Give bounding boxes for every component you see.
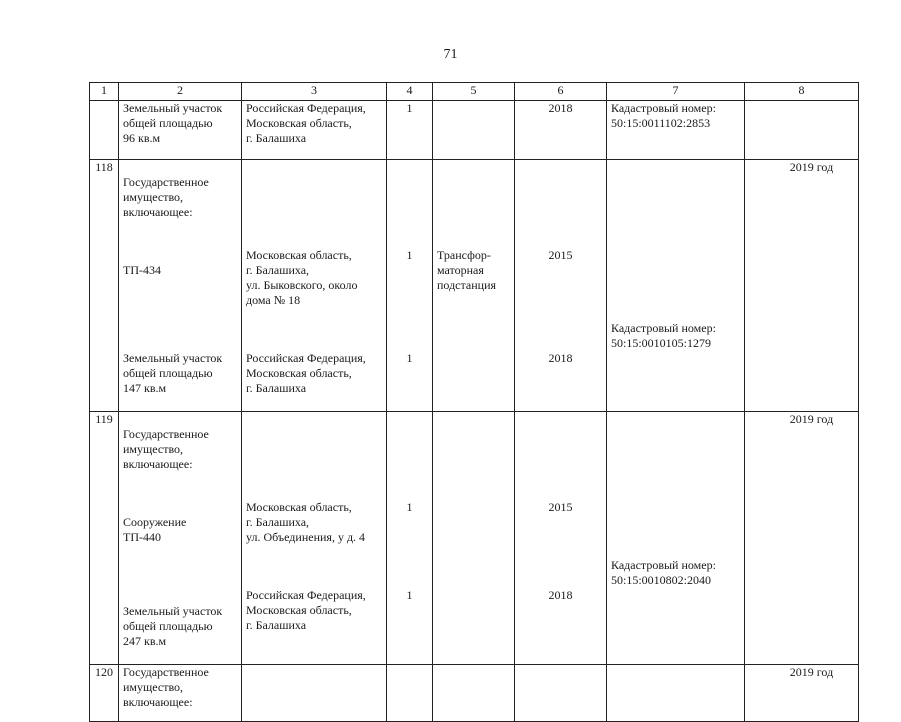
object-year-item: 2015 xyxy=(548,500,573,514)
object-year xyxy=(515,160,607,412)
object-year xyxy=(515,665,607,722)
group-heading: Государственное имущество, включающее: xyxy=(119,665,242,722)
object-name-item: Земельный участок общей площадью 147 кв.м xyxy=(123,351,223,395)
page-number: 71 xyxy=(443,47,458,62)
table-row xyxy=(90,665,859,722)
object-quantity xyxy=(387,160,433,412)
object-purpose xyxy=(433,412,515,665)
table-row xyxy=(90,412,859,665)
object-purpose-item: Трансфор- маторная подстанция xyxy=(437,248,497,292)
object-purpose xyxy=(433,160,515,412)
row-number: 120 xyxy=(90,665,119,722)
column-header: 3 xyxy=(242,83,387,101)
table-row xyxy=(90,101,859,160)
object-address-item: Московская область, г. Балашиха, ул. Быковского, около дома № 18 xyxy=(246,248,358,307)
object-quantity-item: 1 xyxy=(406,588,413,602)
object-status: 2019 год xyxy=(745,160,859,412)
object-quantity xyxy=(387,412,433,665)
object-name-item: Сооружение ТП-440 xyxy=(123,515,187,544)
object-address: Российская Федерация, Московская область, г. Балашиха xyxy=(242,101,387,160)
object-name xyxy=(119,160,242,412)
object-address xyxy=(242,412,387,665)
table-header-row xyxy=(90,83,859,101)
object-purpose xyxy=(433,101,515,160)
object-status xyxy=(745,101,859,160)
object-cadastral-item: Кадастровый номер: 50:15:0010105:1279 xyxy=(611,321,716,350)
object-quantity-item: 1 xyxy=(406,351,413,365)
property-registry-table xyxy=(89,82,859,722)
column-header: 8 xyxy=(745,83,859,101)
object-name-item: ТП-434 xyxy=(123,263,161,277)
row-number: 118 xyxy=(90,160,119,412)
object-year-item: 2018 xyxy=(548,588,573,602)
object-year: 2018 xyxy=(515,101,607,160)
object-name: Земельный участок общей площадью 96 кв.м xyxy=(119,101,242,160)
table-row xyxy=(90,160,859,412)
object-year-item: 2018 xyxy=(548,351,573,365)
column-header: 5 xyxy=(433,83,515,101)
object-quantity xyxy=(387,665,433,722)
object-status: 2019 год xyxy=(745,665,859,722)
object-name-item: Земельный участок общей площадью 247 кв.м xyxy=(123,604,223,648)
row-number xyxy=(90,101,119,160)
object-year-item: 2015 xyxy=(548,248,573,262)
object-quantity: 1 xyxy=(387,101,433,160)
group-heading: Государственное имущество, включающее: xyxy=(123,175,209,219)
object-cadastral xyxy=(607,412,745,665)
object-quantity-item: 1 xyxy=(406,248,413,262)
column-header: 6 xyxy=(515,83,607,101)
group-heading: Государственное имущество, включающее: xyxy=(123,427,209,471)
column-header: 2 xyxy=(119,83,242,101)
object-address xyxy=(242,665,387,722)
column-header: 7 xyxy=(607,83,745,101)
object-name xyxy=(119,412,242,665)
object-cadastral xyxy=(607,665,745,722)
object-address-item: Российская Федерация, Московская область, г. Балашиха xyxy=(246,588,366,632)
column-header: 4 xyxy=(387,83,433,101)
object-address xyxy=(242,160,387,412)
object-address-item: Российская Федерация, Московская область, г. Балашиха xyxy=(246,351,366,395)
object-address-item: Московская область, г. Балашиха, ул. Объединения, у д. 4 xyxy=(246,500,366,544)
object-cadastral: Кадастровый номер: 50:15:0011102:2853 xyxy=(607,101,745,160)
object-cadastral-item: Кадастровый номер: 50:15:0010802:2040 xyxy=(611,558,716,587)
object-status: 2019 год xyxy=(745,412,859,665)
object-purpose xyxy=(433,665,515,722)
object-year xyxy=(515,412,607,665)
row-number: 119 xyxy=(90,412,119,665)
object-cadastral xyxy=(607,160,745,412)
column-header: 1 xyxy=(90,83,119,101)
object-quantity-item: 1 xyxy=(406,500,413,514)
